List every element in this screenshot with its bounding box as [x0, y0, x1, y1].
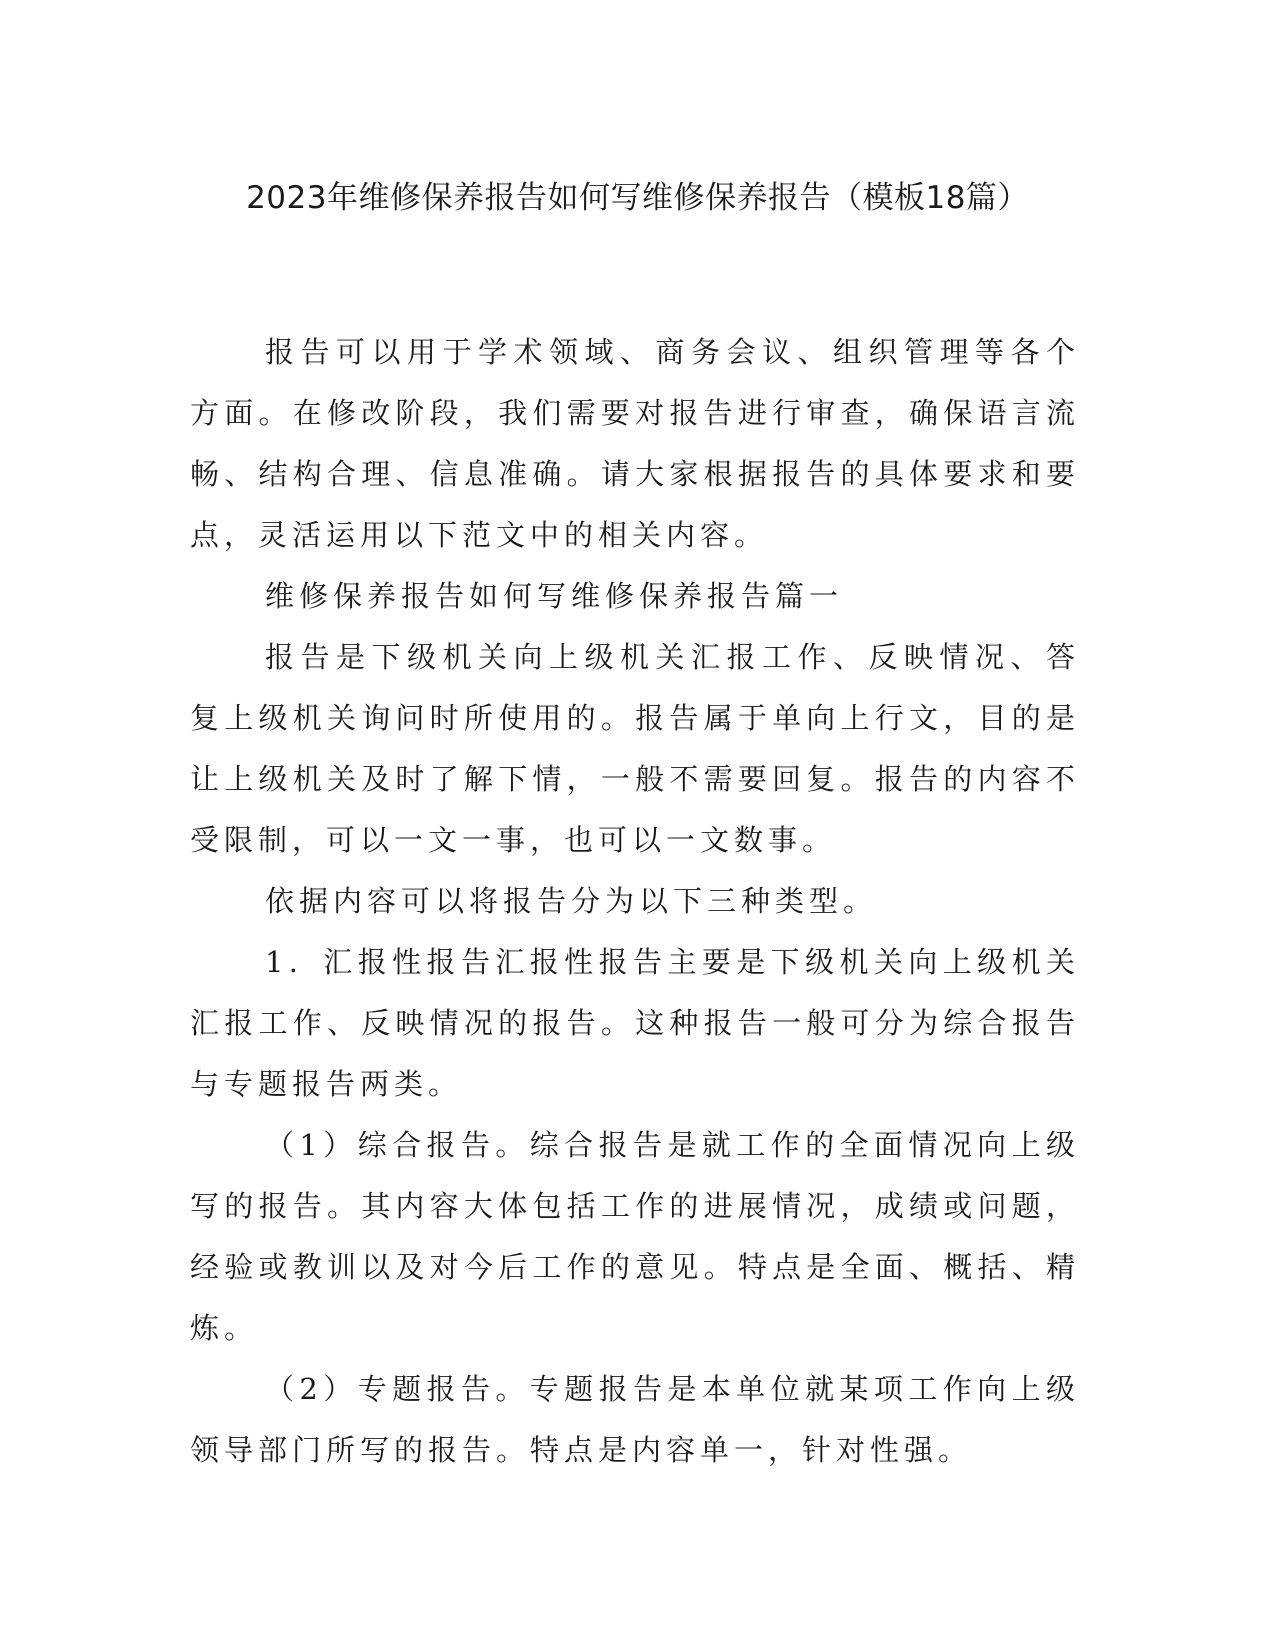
intro-paragraph: 报告可以用于学术领域、商务会议、组织管理等各个方面。在修改阶段，我们需要对报告进行审查，确保语言流畅、结构合理、信息准确。请大家根据报告的具体要求和要点，灵活运用以下范文中的相关内容。	[190, 335, 1080, 552]
list-item-paragraph: 1．汇报性报告汇报性报告主要是下级机关向上级机关汇报工作、反映情况的报告。这种报告一般可分为综合报告与专题报告两类。	[190, 945, 1080, 1101]
section-heading: 维修保养报告如何写维修保养报告篇一	[265, 579, 844, 613]
document-title: 2023年维修保养报告如何写维修保养报告（模板18篇）	[246, 180, 1029, 216]
list-item-paragraph: （1）综合报告。综合报告是就工作的全面情况向上级写的报告。其内容大体包括工作的进展情况，成绩或问题，经验或教训以及对今后工作的意见。特点是全面、概括、精炼。	[190, 1128, 1080, 1345]
body-paragraph: 报告是下级机关向上级机关汇报工作、反映情况、答复上级机关询问时所使用的。报告属于单向上行文，目的是让上级机关及时了解下情，一般不需要回复。报告的内容不受限制，可以一文一事，也可以一文数事。	[190, 640, 1080, 857]
document-body	[190, 322, 1080, 1481]
list-item-paragraph: （2）专题报告。专题报告是本单位就某项工作向上级领导部门所写的报告。特点是内容单一，针对性强。	[190, 1372, 1080, 1467]
body-paragraph: 依据内容可以将报告分为以下三种类型。	[265, 884, 878, 918]
